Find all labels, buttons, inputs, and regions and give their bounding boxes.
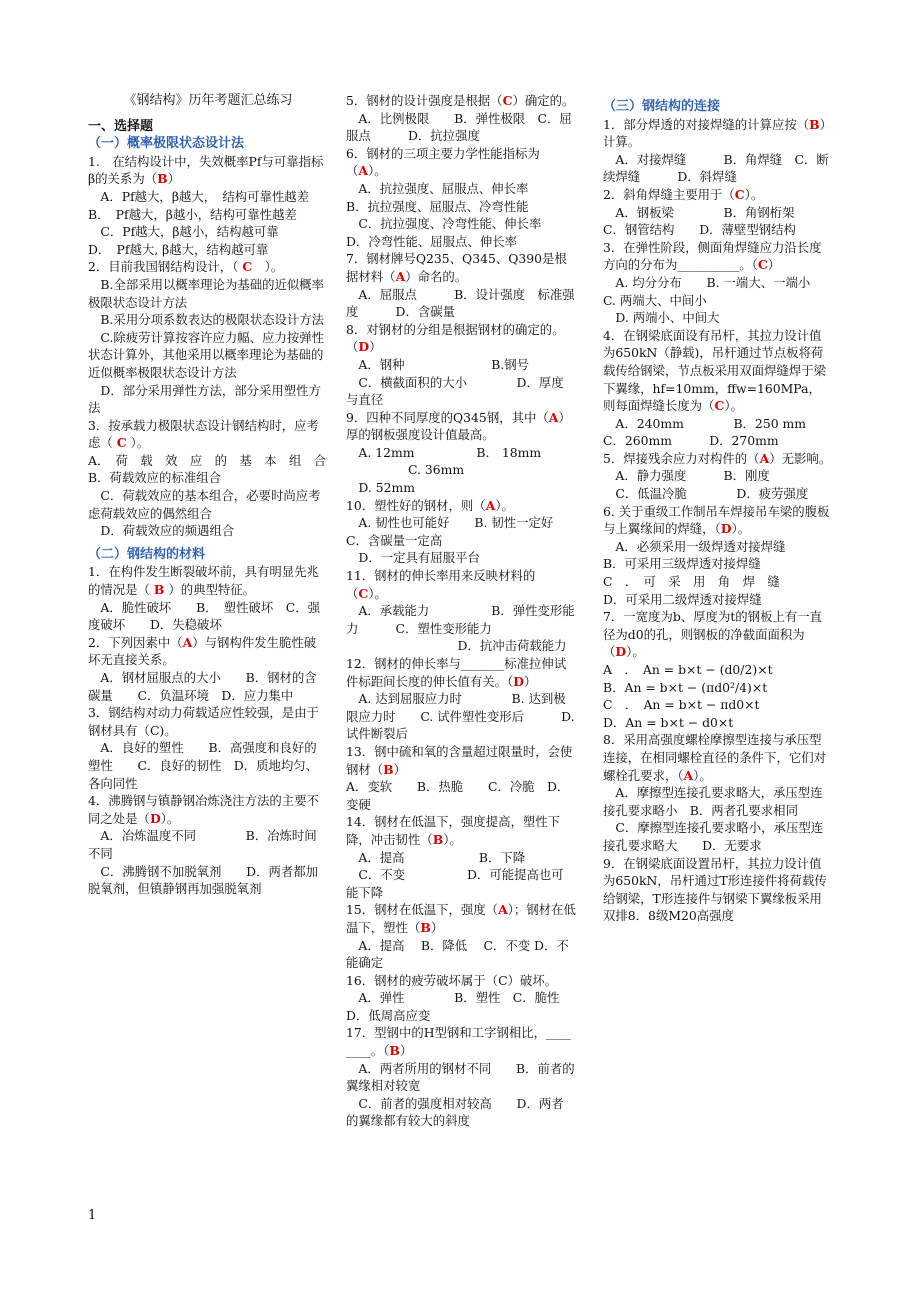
question-text: 1．在构件发生断裂破坏前，具有明显先兆的情况是（ (88, 564, 319, 598)
answer-letter: D (513, 673, 525, 689)
question-text: 1. 在结构设计中，失效概率Pf与可靠指标β的关系为（ (88, 153, 324, 187)
subsection-heading: （二）钢结构的材料 (88, 546, 206, 562)
question-text: ） A. 均分分布 B. 一端大、一端小 C. 两端大、中间小 D. 两端小、中间大 4．在钢梁底面设有吊杆，其拉力设计值为650kN（静载)，吊杆通过节点板将荷载传给钢梁，节点板采用双面焊缝焊于梁下翼缘，hf=10mm，ffw=160MPa，则每面焊缝长度为（ (603, 257, 827, 414)
answer-letter: C (358, 585, 369, 601)
answer-letter: D (149, 810, 161, 826)
question-text: ）。 A ． An = b×t − (d0/2)×t B．An = b×t − (πd0²/4)×t C ． An = b×t − πd0×t D．An = b×t − d0×t 8．采用高强度螺栓摩擦型连接与承压型连接，在相同螺栓直径的条件下，它们对螺栓孔要求，（ (603, 644, 827, 783)
column-2-body (346, 92, 576, 1130)
question-text: ） A．提高 B．降低 C．不变 D．不能确定 16．钢材的疲劳破坏属于（C）破坏。 A．弹性 B．塑性 C．脆性 D．低周高应变 17．型钢中的H型钢和工字钢相比，________。（ (346, 919, 571, 1059)
question-text: ）。 A．必须采用一级焊透对接焊缝 B．可采用三级焊透对接焊缝 C ． 可 采 用 角 焊 缝 D．可采用二级焊透对接焊缝 7．一宽度为b、厚度为t的钢板上有一直径为d0的孔，则钢板的净截面面积为（ (603, 521, 823, 660)
column-1-body (88, 153, 328, 898)
subsection-heading-1: （一）概率极限状态设计法 (88, 136, 245, 152)
answer-letter: D (615, 644, 627, 660)
answer-letter: B (420, 919, 431, 935)
answer-letter: C (242, 259, 253, 275)
question-text: ）。 A．提高 B．下降 C．不变 D．可能提高也可能下降 15．钢材在低温下，强度（ (346, 831, 564, 918)
question-text: ）确定的。 A．比例极限 B．弹性极限 C．屈服点 D．抗拉强度 6．钢材的三项主要力学性能指标为（ (346, 93, 575, 179)
document-title: 《钢结构》历年考题汇总练习 (123, 93, 293, 108)
answer-letter: D (358, 339, 370, 355)
answer-letter: C (714, 398, 725, 414)
subsection-heading: （三）钢结构的连接 (603, 99, 721, 114)
answer-letter: A (485, 497, 496, 513)
question-text: ）。 A. 韧性也可能好 B. 韧性一定好 C．含碳量一定高 D．一定具有屈服平台 11．钢材的伸长率用来反映材料的（ (346, 497, 554, 601)
column-3-body (603, 98, 833, 925)
question-text: ）。 A．冶炼温度不同 B．冶炼时间不同 C．沸腾钢不加脱氧剂 D．两者都加脱氧剂，但镇静钢再加强脱氧剂 (88, 810, 319, 897)
answer-letter: B (389, 1043, 400, 1059)
question-text: ） A．变软 B．热脆 C．冷脆 D． 变硬 14．钢材在低温下，强度提高，塑性下降，冲击韧性（ (346, 761, 564, 847)
answer-letter: D (720, 521, 732, 537)
question-text: ）。 A．钢板梁 B．角钢桁架 C．钢管结构 D．薄壁型钢结构 3．在弹性阶段，侧面角焊缝应力沿长度方向的分布为__________。（ (603, 186, 822, 273)
question-text: ）命名的。 A．屈服点 B．设计强度 标准强度 D．含碳量 8．对钢材的分组是根据钢材的确定的。（ (346, 268, 575, 355)
answer-letter: A (548, 409, 559, 425)
answer-letter: A (395, 268, 406, 284)
answer-letter: B (153, 582, 165, 598)
column-2 (346, 92, 576, 1130)
question-text: ）计算。 A．对接焊缝 B．角焊缝 C．断续焊缝 D．斜焊缝 2．斜角焊缝主要用于（ (603, 116, 833, 202)
question-text: ）。 A．承载能力 B．弹性变形能力 C．塑性变形能力 D．抗冲击荷载能力 12．钢材的伸长率与_______标准拉伸试件标距间长度的伸长值有关。（ (346, 585, 575, 689)
answer-letter: B (383, 761, 394, 777)
answer-letter: A (358, 163, 369, 179)
column-1 (88, 92, 328, 898)
answer-letter: C (734, 186, 745, 202)
answer-letter: A (759, 450, 770, 466)
question-text: 1．部分焊透的对接焊缝的计算应按（ (603, 116, 810, 132)
question-text: ）。 A．摩擦型连接孔要求略大，承压型连接孔要求略小 B．两者孔要求相同 C．摩擦型连接孔要求略小，承压型连接孔要求略大 D．无要求 9．在钢梁底面设置吊杆，其拉力设计值为650kN，吊杆通过T形连接件将荷载传给钢梁，T形连接件与钢梁下翼缘板采用双排8．8级M20高强度 (603, 767, 827, 924)
question-text: ）；钢材在低温下，塑性（ (346, 902, 576, 935)
page-number: 1 (88, 1208, 97, 1223)
question-text: ） A．两者所用的钢材不同 B．前者的翼缘相对较宽 C．前者的强度相对较高 D．两者的翼缘都有较大的斜度 (346, 1043, 575, 1129)
question-text: ）与钢构件发生脆性破坏无直接关系。 A．钢材屈服点的大小 B．钢材的含碳量 C．负温环境 D．应力集中 3．钢结构对动力荷载适应性较强，是由于钢材具有（C)。 A．良好的塑性 B．高强度和良好的塑性 C．良好的韧性 D．质地均匀、各向同性 4．沸腾钢与镇静钢冶炼浇注方法的主要不同之处是（ (88, 634, 319, 826)
question-text: ） A. 达到屈服应力时 B. 达到极限应力时 C. 试件塑性变形后 D. 试件断裂后 13．钢中硫和氧的含量超过限量时，会使钢材（ (346, 673, 575, 777)
answer-letter: C (757, 257, 768, 273)
answer-letter: B (432, 831, 444, 847)
question-text: ）。 A． 荷 载 效 应 的 基 本 组 合 B．荷载效应的标准组合 C．荷载效应的基本组合，必要时尚应考虑荷载效应的偶然组合 D．荷载效应的频遇组合 (88, 435, 327, 539)
column-3 (603, 92, 833, 925)
question-text: 5．钢材的设计强度是根据（ (346, 93, 503, 108)
question-text: ） A．钢种 B.钢号 C．横截面积的大小 D．厚度与直径 9．四种不同厚度的Q345钢，其中（ (346, 339, 564, 425)
section-heading: 一、选择题 (88, 118, 154, 134)
answer-letter: B (809, 116, 820, 132)
answer-letter: C (502, 93, 513, 108)
answer-letter: A (498, 902, 508, 918)
question-text: ）。 A．抗拉强度、屈服点、伸长率 B．抗拉强度、屈服点、冷弯性能 C．抗拉强度、冷弯性能、伸长率 D．冷弯性能、屈服点、伸长率 7．钢材牌号Q235、Q345、Q390是根据材料（ (346, 163, 567, 284)
question-text: ）厚的钢板强度设计值最高。 A. 12mm B. 18mm C. 36mm D. 52mm 10．塑性好的钢材，则（ (346, 409, 571, 513)
answer-letter: A (683, 767, 694, 783)
question-text: ） A．Pf越大，β越大， 结构可靠性越差 B． Pf越大，β越小，结构可靠性越差 C．Pf越大，β越小，结构越可靠 D． Pf越大, β越大，结构越可靠 2．目前我国钢结构设计，（ (88, 171, 310, 275)
answer-letter: A (182, 634, 193, 650)
answer-letter: C (116, 435, 127, 451)
question-text: ）无影响。 A．静力强度 B．刚度 C．低温冷脆 D．疲劳强度 6. 关于重级工作制吊车焊接吊车梁的腹板与上翼缘间的焊缝，（ (603, 450, 832, 537)
question-text: ）的典型特征。 A．脆性破坏 B． 塑性破坏 C．强度破坏 D．失稳破坏 2．下列因素中（ (88, 582, 320, 650)
answer-letter: B (157, 171, 168, 187)
question-text: ）。 A．240mm B．250 mm C．260mm D．270mm 5．焊接残余应力对构件的（ (603, 398, 807, 466)
question-text: ）。 B.全部采用以概率理论为基础的近似概率极限状态设计方法 B.采用分项系数表达的极限状态设计方法 C.除疲劳计算按容许应力幅、应力按弹性状态计算外，其他采用以概率理论为基础的近似概率极限状态设计方法 D．部分采用弹性方法，部分采用塑性方法 3．按承载力极限状态设计钢结构时，应考虑（ (88, 259, 325, 451)
